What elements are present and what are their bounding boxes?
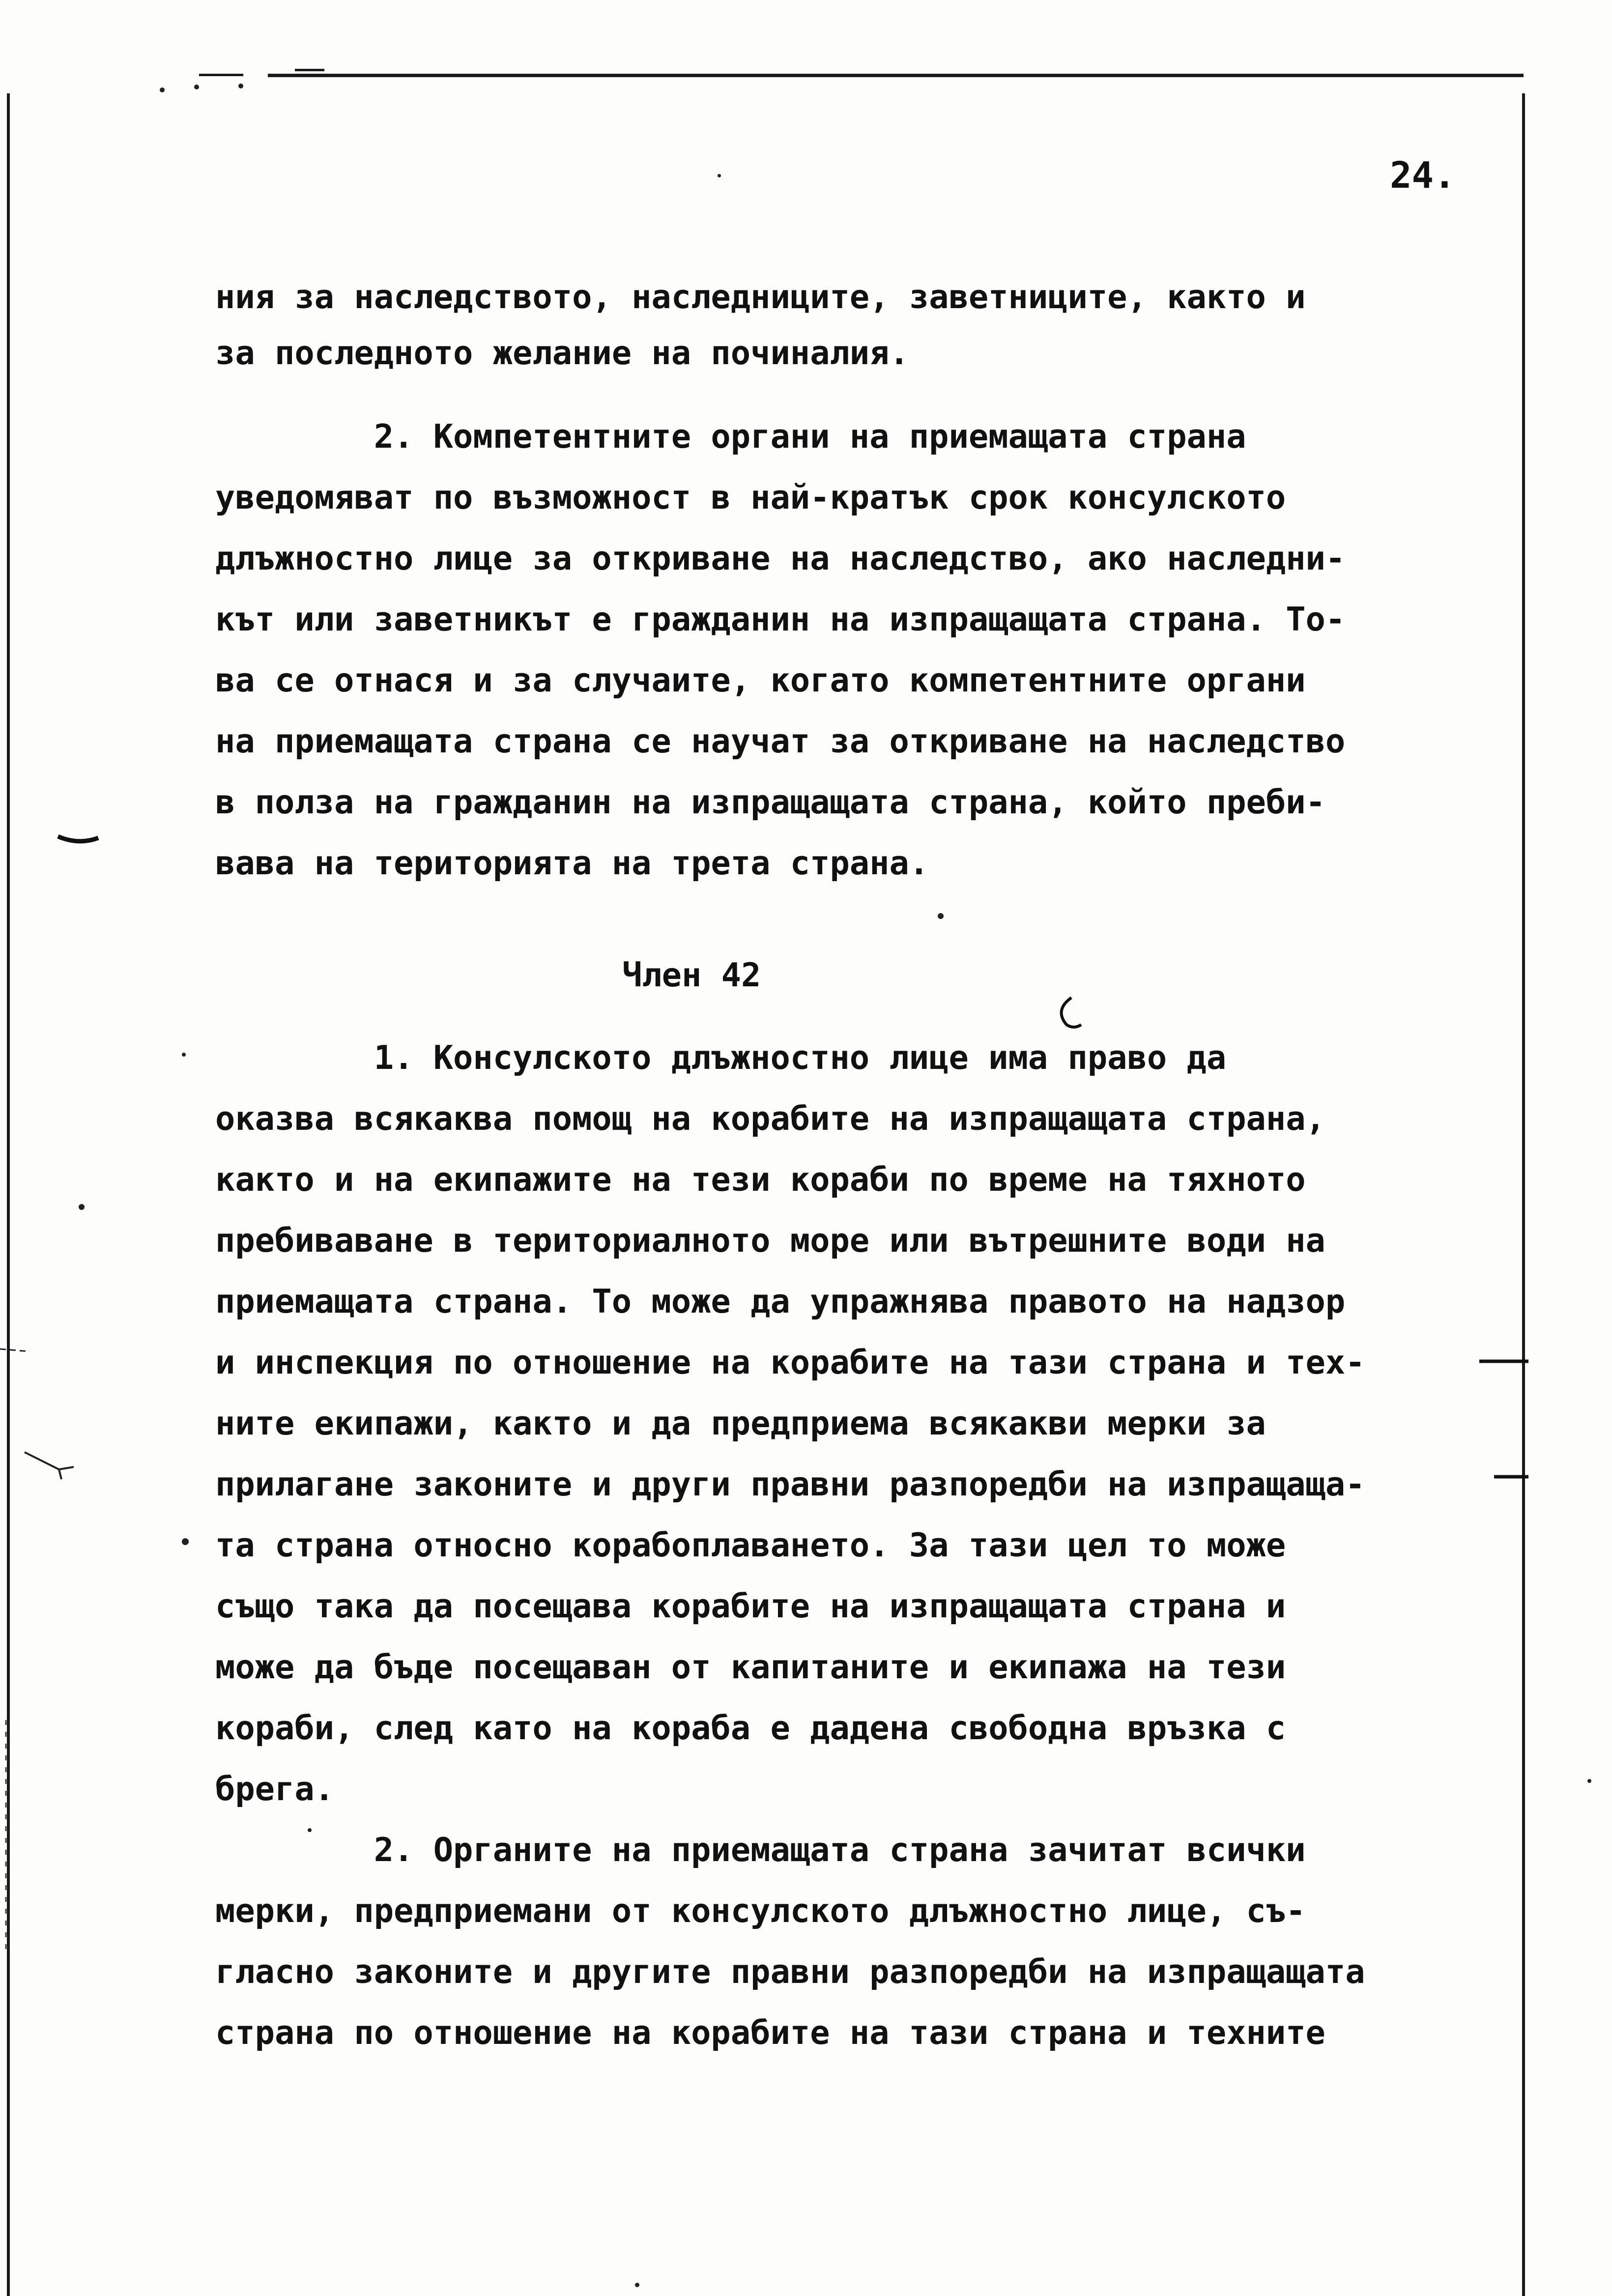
margin-scribble-artifact (25, 1452, 74, 1479)
text-line: ните екипажи, както и да предприема всякакви мерки за (215, 1404, 1266, 1442)
text-line: длъжностно лице за откриване на наследство, ако наследни- (215, 539, 1346, 577)
text-line: кораби, след като на кораба е дадена свободна връзка с (215, 1709, 1286, 1747)
text-line: прилагане законите и други правни разпоредби на изпращаща- (215, 1465, 1365, 1503)
article-heading: Член 42 (622, 956, 761, 994)
text-line: за последното желание на починалия. (215, 334, 909, 372)
text-line: 1. Консулското длъжностно лице има право да (215, 1038, 1227, 1077)
text-line: 2. Компетентните органи на приемащата страна (215, 417, 1246, 456)
text-line: оказва всякаква помощ на корабите на изпращащата страна, (215, 1099, 1325, 1138)
text-line: ния за наследството, наследниците, заветниците, както и (215, 278, 1306, 316)
text-line: вава на територията на трета страна. (215, 844, 929, 882)
text-line: гласно законите и другите правни разпоредби на изпращащата (215, 1952, 1365, 1991)
text-line: 2. Органите на приемащата страна зачитат всички (215, 1831, 1306, 1869)
text-line: кът или заветникът е гражданин на изпращащата страна. То- (215, 600, 1346, 638)
text-line: пребиваване в териториалното море или вътрешните води на (215, 1221, 1325, 1260)
text-line: в полза на гражданин на изпращащата страна, който преби- (215, 783, 1325, 821)
page-number: 24. (1390, 154, 1456, 197)
pen-mark-artifact (1062, 998, 1081, 1027)
text-line: мерки, предприемани от консулското длъжностно лице, съ- (215, 1892, 1306, 1930)
text-line: също така да посещава корабите на изпращащата страна и (215, 1587, 1286, 1625)
text-line: може да бъде посещаван от капитаните и екипажа на тези (215, 1648, 1286, 1686)
text-line: та страна относно корабоплаването. За тази цел то може (215, 1526, 1286, 1564)
text-line: брега. (215, 1770, 335, 1808)
text-line: на приемащата страна се научат за откриване на наследство (215, 722, 1346, 760)
margin-stroke-artifact (58, 836, 98, 841)
text-line: ва се отнася и за случаите, когато компетентните органи (215, 661, 1306, 699)
text-line: уведомяват по възможност в най-кратък срок консулското (215, 478, 1286, 517)
text-line: страна по отношение на корабите на тази страна и техните (215, 2013, 1325, 2052)
text-line: както и на екипажите на тези кораби по време на тяхното (215, 1160, 1306, 1199)
text-line: и инспекция по отношение на корабите на тази страна и тех- (215, 1343, 1365, 1381)
margin-dash-artifact (0, 1349, 29, 1351)
text-line: приемащата страна. То може да упражнява правото на надзор (215, 1282, 1346, 1320)
